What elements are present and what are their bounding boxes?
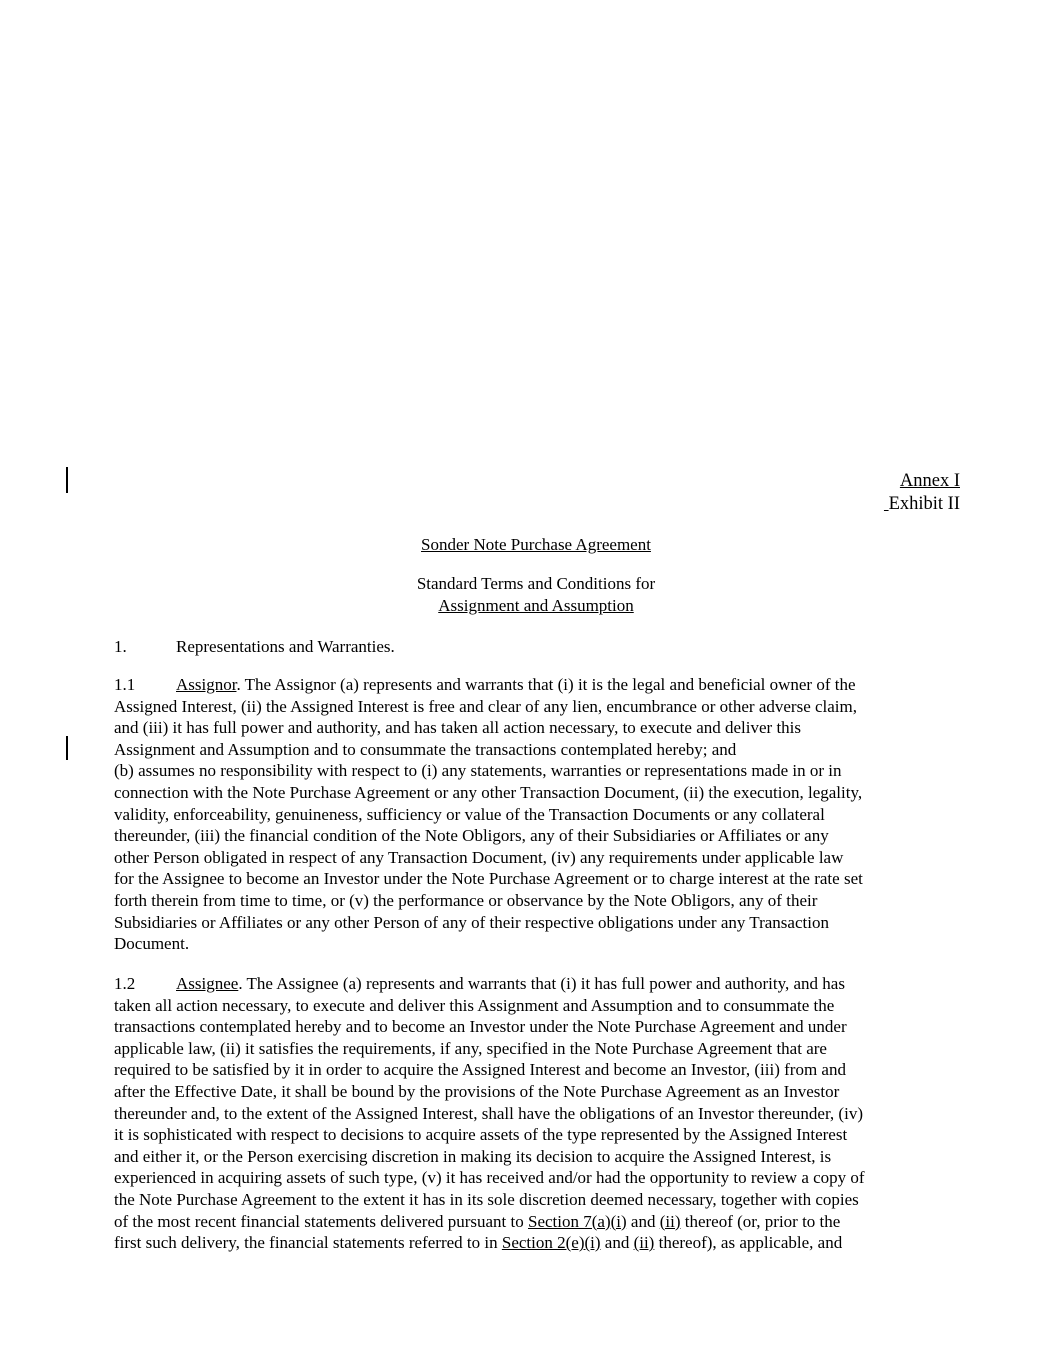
- section-heading: [114, 636, 964, 658]
- revision-bar: [66, 467, 68, 493]
- assignee-heading: Assignee: [176, 974, 239, 993]
- section-2-e-i-reference: Section 2(e)(i): [501, 1233, 601, 1253]
- section-2-e-ii-reference: (ii): [633, 1233, 655, 1253]
- section-7-a-i-reference: Section 7(a)(i): [528, 1211, 627, 1231]
- section-7-a-ii-reference: (ii): [659, 1211, 681, 1231]
- paragraph-1-1: 1.1 Assignor. The Assignor (a) represents and warrants that (i) it is the legal and beneficial owner of the Assigned Interest, (ii) the Assigned Interest is free and clear of any lien, encumbrance or other adverse claim, and (iii) it has full power and authority, and has taken all action necessary, to execute and deliver this Assignment and Assumption and to consummate the transactions contemplated hereby; and (b) assumes no responsibility with respect to (i) any statements, warranties or representations made in or in connection with the Note Purchase Agreement or any other Transaction Document, (ii) the execution, legality, validity, enforceability, genuineness, sufficiency or value of the Transaction Documents or any collateral thereunder, (iii) the financial condition of the Note Obligors, any of their Subsidiaries or Affiliates or any other Person obligated in respect of any Transaction Document, (iv) any requirements under applicable law for the Assignee to become an Investor under the Note Purchase Agreement or to charge interest at the rate set forth therein from time to time, or (v) the performance or observance by the Note Obligors, any of their Subsidiaries or Affiliates or any other Person of any of their respective obligations under any Transaction Document.: [114, 675, 863, 954]
- assignor-heading: Assignor: [176, 675, 237, 694]
- exhibit-label: Exhibit II: [888, 494, 960, 514]
- paragraph-1-2: 1.2 Assignee. The Assignee (a) represents and warrants that (i) it has full power and authority, and has taken all action necessary, to execute and deliver this Assignment and Assumption and to consummate the transactions contemplated hereby and to become an Investor under the Note Purchase Agreement and under applicable law, (ii) it satisfies the requirements, if any, specified in the Note Purchase Agreement that are required to be satisfied by it in order to acquire the Assigned Interest and become an Investor, (iii) from and after the Effective Date, it shall be bound by the provisions of the Note Purchase Agreement as an Investor thereunder and, to the extent of the Assigned Interest, shall have the obligations of an Investor thereunder, (iv) it is sophisticated with respect to decisions to acquire assets of the type represented by the Assigned Interest and either it, or the Person exercising discretion in making its decision to acquire the Assigned Interest, is experienced in acquiring assets of such type, (v) it has received and/or had the opportunity to review a copy of the Note Purchase Agreement to the extent it has in its sole discretion deemed necessary, together with copies of the most recent financial statements delivered pursuant to Section 7(a)(i) and (ii) thereof (or, prior to the first such delivery, the financial statements referred to in Section 2(e)(i) and (ii) thereof), as applicable, and: [114, 974, 865, 1253]
- annex-label: Annex I: [899, 471, 960, 491]
- section-number: 1.: [114, 637, 127, 656]
- revision-bar: [66, 736, 68, 760]
- section-title: Representations and Warranties.: [176, 637, 395, 656]
- subtitle-line-1: Standard Terms and Conditions for: [416, 574, 656, 593]
- subtitle-line-2: Assignment and Assumption: [438, 596, 634, 615]
- document-title: Sonder Note Purchase Agreement: [421, 535, 651, 554]
